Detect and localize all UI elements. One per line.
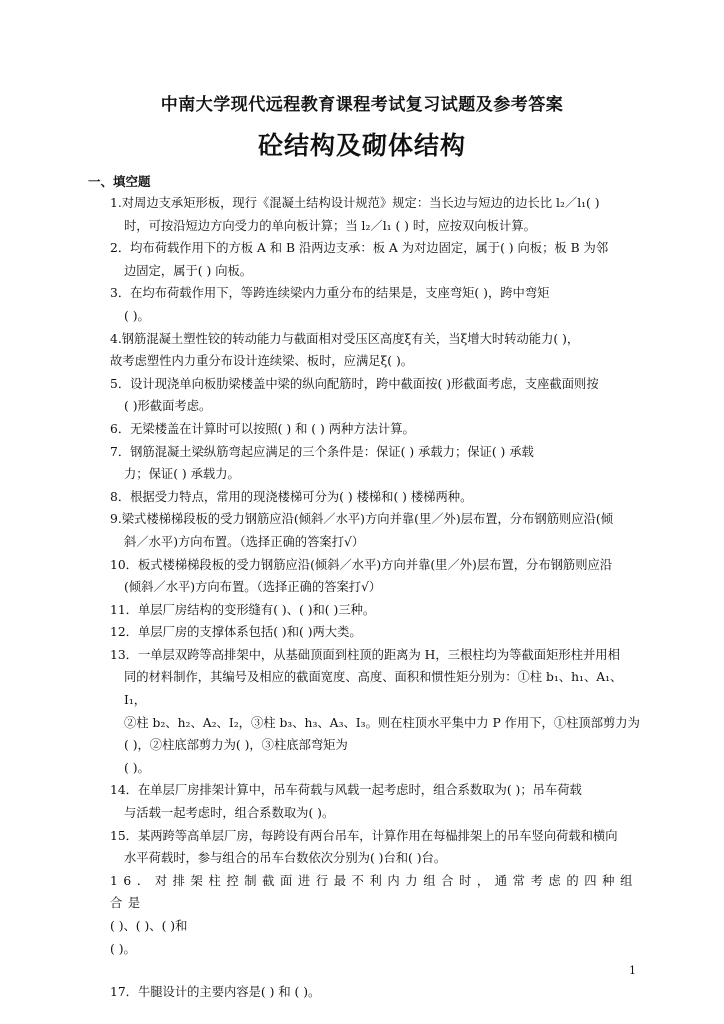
blank-gap: [110, 960, 642, 981]
q15-line2: 水平荷载时，参与组合的吊车台数依次分别为( )台和( )台。: [124, 851, 447, 866]
q1-line2: 时，可按沿短边方向受力的单向板计算；当 l₂／l₁ ( ) 时，应按双向板计算。: [124, 218, 536, 233]
q13-line3: ②柱 b₂、h₂、A₂、I₂，③柱 b₃、h₃、A₃、I₃。则在柱顶水平集中力 P 作用下，①柱顶部剪力为: [124, 715, 640, 730]
q12-line1: 12．单层厂房的支撑体系包括( )和( )两大类。: [110, 625, 362, 640]
q13-line1: 13．一单层双跨等高排架中，从基础顶面到柱顶的距离为 H，三根柱均为等截面矩形柱并用相: [110, 647, 620, 662]
q10-line1: 10．板式楼梯梯段板的受力钢筋应沿(倾斜／水平)方向并靠(里／外)层布置，分布钢筋则应沿: [110, 557, 613, 572]
q13-line2: 同的材料制作，其编号及相应的截面宽度、高度、面积和惯性矩分别为：①柱 b₁、h₁、A₁、I₁，: [124, 670, 623, 708]
q1-line1: 1.对周边支承矩形板，现行《混凝土结构设计规范》规定：当长边与短边的边长比 l₂／l₁( ): [110, 196, 600, 210]
q15-line1: 15．某两跨等高单层厂房，每跨设有两台吊车，计算作用在每榀排架上的吊车竖向荷载和横向: [110, 828, 618, 843]
q7-line2: 力；保证( ) 承载力。: [124, 467, 240, 482]
q6-line1: 6．无梁楼盖在计算时可以按照( ) 和 ( ) 两种方法计算。: [110, 421, 415, 436]
q16-line3: ( )。: [110, 941, 136, 956]
q11-line1: 11．单层厂房结构的变形缝有( )、( )和( )三种。: [110, 602, 376, 617]
page-number: 1: [629, 964, 636, 977]
document-header: 中南大学现代远程教育课程考试复习试题及参考答案: [160, 95, 564, 115]
q14-line1: 14．在单层厂房排架计算中，吊车荷载与风载一起考虑时，组合系数取为( )；吊车荷载: [110, 783, 582, 798]
q16-line1: 16．对排架柱控制截面进行最不利内力组合时，通常考虑的四种组合是: [110, 873, 638, 911]
q3-line1: 3．在均布荷载作用下，等跨连续梁内力重分布的结果是，支座弯矩( )，跨中弯矩: [110, 286, 550, 301]
question-list: [110, 192, 642, 1004]
q5-line1: 5．设计现浇单向板肋梁楼盖中梁的纵向配筋时，跨中截面按( )形截面考虑，支座截面则按: [110, 376, 599, 391]
q7-line1: 7．钢筋混凝土梁纵筋弯起应满足的三个条件是：保证( ) 承载力；保证( ) 承载: [110, 444, 534, 459]
section-heading: 一、填空题: [88, 174, 151, 189]
q3-line2: ( )。: [124, 308, 150, 323]
q2-line2: 边固定，属于( ) 向板。: [124, 263, 253, 278]
q5-line2: ( )形截面考虑。: [124, 399, 212, 414]
q2-line1: 2．均布荷载作用下的方板 A 和 B 沿两边支承：板 A 为对边固定，属于( ) 向板；板 B 为邻: [110, 241, 609, 256]
q13-line4: ( )，②柱底部剪力为( )，③柱底部弯矩为: [124, 738, 348, 753]
q9-line1: 9.梁式楼梯梯段板的受力钢筋应沿(倾斜／水平)方向并靠(里／外)层布置，分布钢筋则应沿(倾: [110, 512, 614, 527]
q14-line2: 与活载一起考虑时，组合系数取为( )。: [124, 806, 335, 821]
q16-line2: ( )、( )、( )和: [110, 919, 188, 933]
q17-line1: 17．牛腿设计的主要内容是( ) 和 ( )。: [110, 985, 321, 1000]
q4-line1: 4.钢筋混凝土塑性铰的转动能力与截面相对受压区高度ξ有关，当ξ增大时转动能力( )，: [110, 331, 580, 346]
q13-line5: ( )。: [124, 760, 150, 775]
q9-line2: 斜／水平)方向布置。（选择正确的答案打√）: [124, 534, 365, 549]
q4-line2: 故考虑塑性内力重分布设计连续梁、板时，应满足ξ( )。: [110, 354, 414, 369]
q8-line1: 8．根据受力特点，常用的现浇楼梯可分为( ) 楼梯和( ) 楼梯两种。: [110, 489, 473, 504]
q10-line2: (倾斜／水平)方向布置。（选择正确的答案打√）: [124, 580, 382, 595]
document-title: 砼结构及砌体结构: [257, 131, 466, 160]
